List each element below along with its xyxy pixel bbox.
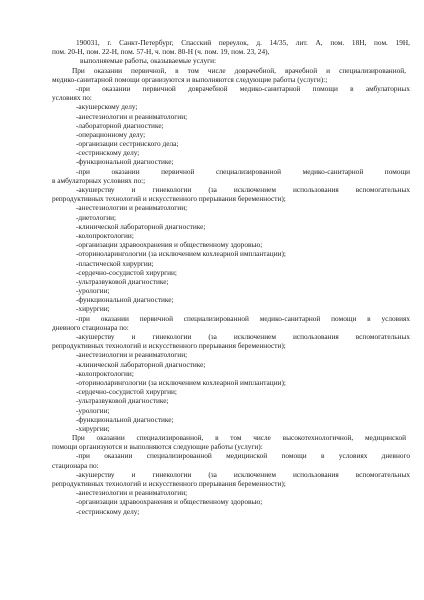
text-line: стационара по:	[52, 460, 99, 470]
text-line: дневного стационара по:	[52, 322, 129, 332]
text-line: -организации здравоохранения и общественному здоровью;	[76, 497, 263, 507]
text-line: -акушерскому делу;	[76, 102, 138, 112]
text-line: -функциональной диагностике;	[76, 157, 174, 167]
text-line: -урологии;	[76, 286, 110, 296]
text-line: -сестринскому делу;	[76, 148, 140, 158]
text-line: -колопроктологии;	[76, 230, 134, 240]
text-line: -анестезиологии и реаниматологии;	[76, 203, 188, 213]
text-line: -хирургии;	[76, 304, 110, 314]
text-line: -сестринскому делу;	[76, 506, 140, 516]
text-line: -клинической лабораторной диагностике;	[76, 359, 206, 369]
text-line: -функциональной диагностике;	[76, 414, 174, 424]
text-line: пом. 20-Н, пом. 22-Н, пом. 57-Н, ч. пом. 80-Н (ч. пом. 19, пом. 23, 24),	[52, 47, 270, 57]
text-line: -анестезиологии и реаниматологии;	[76, 488, 188, 498]
text-line: репродуктивных технологий и искусственного прерывания беременности);	[52, 479, 286, 488]
text-line: условиях по:	[52, 93, 92, 103]
text-line: -организации сестринского дела;	[76, 139, 179, 149]
text-line: -диетологии;	[76, 212, 117, 222]
text-line: -лабораторной диагностике;	[76, 120, 164, 130]
text-line: -акушерству и гинекологии (за исключением использования вспомогательных	[76, 185, 410, 194]
text-line: -ультразвуковой диагностике;	[76, 396, 169, 406]
text-line: -клинической лабораторной диагностике;	[76, 221, 206, 231]
text-line: -пластической хирургии;	[76, 258, 154, 268]
text-line: в амбулаторных условиях по:;	[52, 175, 146, 185]
text-line: выполняемые работы, оказываемые услуги:	[80, 56, 217, 66]
text-line: -функциональной диагностике;	[76, 295, 174, 305]
text-line: -урологии;	[76, 405, 110, 415]
text-line: -операционному делу;	[76, 129, 146, 139]
text-line: помощи организуются и выполняются следующие работы (услуги):	[52, 442, 263, 452]
text-line: -оториноларингологии (за исключением кохлеарной имплантации);	[76, 377, 286, 387]
text-line: -хирургии;	[76, 423, 110, 433]
text-line: -колопроктологии;	[76, 368, 134, 378]
document-body	[52, 38, 410, 516]
text-line: -при оказании первичной специализированной медико-санитарной помощи	[76, 166, 410, 176]
text-line: -оториноларингологии (за исключением кохлеарной имплантации);	[76, 249, 286, 259]
text-line: репродуктивных технологий и искусственного прерывания беременности);	[52, 341, 286, 351]
text-line: -сердечно-сосудистой хирургии;	[76, 387, 177, 397]
text-line: -акушерству и гинекологии (за исключением использования вспомогательных	[76, 469, 410, 479]
text-line: -акушерству и гинекологии (за исключением использования вспомогательных	[76, 332, 410, 341]
text-line: медико-санитарной помощи организуются и выполняются следующие работы (услуги):;	[52, 74, 328, 84]
text-line: -при оказании первичной доврачебной медико-санитарной помощи в амбулаторных	[76, 83, 410, 93]
text-line: -при оказании первичной специализированной медико-санитарной помощи в условиях	[76, 313, 410, 323]
text-line: репродуктивных технологий и искусственного прерывания беременности);	[52, 194, 286, 204]
text-line: -при оказании специализированной медицинской помощи в условиях дневного	[76, 451, 410, 461]
text-line: -анестезиологии и реаниматологии;	[76, 350, 188, 360]
text-line: При оказании специализированной, в том числе высокотехнологичной, медицинской	[72, 433, 406, 443]
text-line: -ультразвуковой диагностике;	[76, 276, 169, 286]
text-line: При оказании первичной, в том числе доврачебной, врачебной и специализированной,	[72, 65, 406, 75]
text-line: 190031, г. Санкт-Петербург, Спасский переулок, д. 14/35, лит. А, пом. 18Н, пом. 19Н,	[76, 38, 410, 47]
text-line: -организации здравоохранения и общественному здоровью;	[76, 240, 263, 250]
text-line: -анестезиологии и реаниматологии;	[76, 111, 188, 121]
text-line: -сердечно-сосудистой хирургии;	[76, 267, 177, 277]
